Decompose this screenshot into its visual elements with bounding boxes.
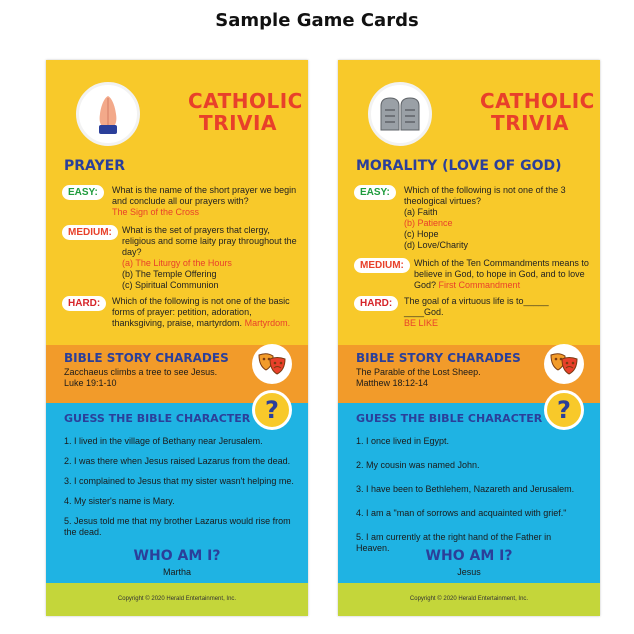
hard-label: HARD:	[354, 296, 398, 311]
clue-item: 2. I was there when Jesus raised Lazarus from the dead.	[64, 456, 291, 466]
guess-title: GUESS THE BIBLE CHARACTER	[356, 412, 543, 425]
clue-item: 4. I am a "man of sorrows and acquainted with grief."	[356, 508, 567, 518]
easy-option: (d) Love/Charity	[404, 240, 469, 250]
clue-list	[64, 436, 294, 538]
clue-item: 1. I lived in the village of Bethany near Jerusalem.	[64, 436, 263, 446]
copyright-text: Copyright © 2020 Herald Entertainment, Inc.	[117, 596, 237, 602]
easy-label: EASY:	[354, 185, 396, 200]
hard-question-text: Which of the following is not one of the basic forms of prayer: petition, adoration, thanksgiving, praise, martyrdom.	[112, 296, 290, 328]
hard-answer: Martyrdom.	[244, 318, 291, 328]
medium-question-text: Which of the Ten Commandments means to believe in God, to hope in God, and to love God?	[414, 258, 589, 290]
easy-option: (a) Faith	[404, 207, 438, 217]
medium-option: (c) Spiritual Communion	[122, 280, 219, 290]
clue-item: 3. I complained to Jesus that my sister wasn't helping me.	[64, 476, 294, 486]
copyright-text: Copyright © 2020 Herald Entertainment, Inc.	[409, 596, 529, 602]
medium-label: MEDIUM:	[62, 225, 118, 240]
clue-item: 4. My sister's name is Mary.	[64, 496, 175, 506]
character-answer: Jesus	[457, 567, 481, 577]
hard-label: HARD:	[62, 296, 106, 311]
theater-masks-icon	[252, 344, 292, 384]
hard-question	[62, 296, 298, 329]
charades-title: BIBLE STORY CHARADES	[64, 351, 229, 365]
hard-question	[354, 296, 590, 329]
hard-answer: BE LIKE	[404, 318, 439, 328]
theater-masks-icon	[544, 344, 584, 384]
who-am-i-title: WHO AM I?	[133, 548, 221, 564]
clue-item: 5. I am currently at the right hand of the Father in Heaven.	[356, 532, 552, 553]
game-card-prayer	[46, 60, 308, 616]
medium-answer: First Commandment	[438, 280, 521, 290]
page-title: Sample Game Cards	[215, 10, 419, 31]
easy-question-text: Which of the following is not one of the 3 theological virtues?	[404, 185, 566, 206]
easy-option: (b) Patience	[404, 218, 453, 228]
charades-text: The Parable of the Lost Sheep. Matthew 18:12-14	[356, 367, 481, 388]
clue-item: 5. Jesus told me that my brother Lazarus would rise from the dead.	[64, 516, 291, 537]
easy-question-text: What is the name of the short prayer we begin and conclude all our prayers with?	[112, 185, 297, 206]
category-title: MORALITY (LOVE OF GOD)	[356, 158, 562, 174]
clue-item: 3. I have been to Bethlehem, Nazareth and Jerusalem.	[356, 484, 575, 494]
easy-question	[354, 185, 590, 251]
guess-title: GUESS THE BIBLE CHARACTER	[64, 412, 251, 425]
category-title: PRAYER	[64, 158, 126, 174]
medium-option: (a) The Liturgy of the Hours	[122, 258, 232, 268]
charades-title: BIBLE STORY CHARADES	[356, 351, 521, 365]
brand-title: CATHOLIC TRIVIA	[188, 89, 303, 135]
clue-item: 1. I once lived in Egypt.	[356, 436, 450, 446]
praying-hands-icon	[76, 82, 140, 146]
clue-list	[356, 436, 586, 554]
medium-question	[62, 225, 298, 291]
who-am-i-title: WHO AM I?	[425, 548, 513, 564]
clue-item: 2. My cousin was named John.	[356, 460, 480, 470]
medium-question	[354, 258, 590, 291]
medium-label: MEDIUM:	[354, 258, 410, 273]
medium-question-text: What is the set of prayers that clergy, religious and some laity pray throughout the day?	[122, 225, 297, 257]
brand-title: CATHOLIC TRIVIA	[480, 89, 595, 135]
hard-question-text: The goal of a virtuous life is to_____ ____God.	[404, 296, 549, 317]
easy-label: EASY:	[62, 185, 104, 200]
easy-question	[62, 185, 298, 218]
question-mark-icon: ?	[252, 390, 292, 430]
stone-tablets-icon	[368, 82, 432, 146]
character-answer: Martha	[162, 567, 191, 577]
question-mark-icon: ?	[544, 390, 584, 430]
easy-option: (c) Hope	[404, 229, 439, 239]
game-card-morality	[338, 60, 600, 616]
charades-text: Zacchaeus climbs a tree to see Jesus. Luke 19:1-10	[64, 367, 218, 388]
easy-answer: The Sign of the Cross	[112, 207, 200, 217]
medium-option: (b) The Temple Offering	[122, 269, 217, 279]
